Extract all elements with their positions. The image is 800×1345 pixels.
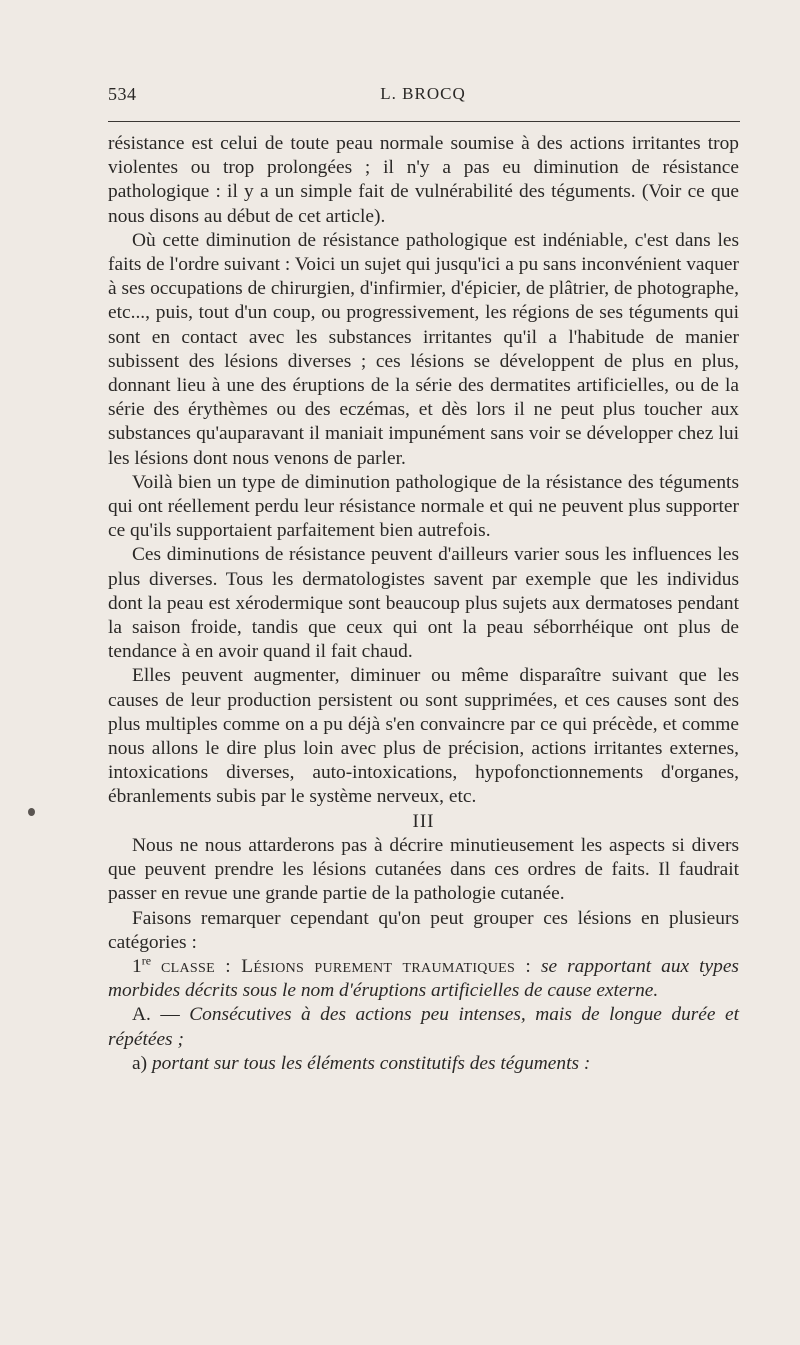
paragraph-3: Voilà bien un type de diminution pathologique de la résistance des téguments qui ont réellement perdu leur résistance normale et qui ne peuvent plus supporter ce qu'ils supportaient parfaitement bien autrefois. — [108, 471, 739, 542]
class-superscript: re — [141, 953, 152, 968]
paragraph-4: Ces diminutions de résistance peuvent d'ailleurs varier sous les influences les plus diverses. Tous les dermatologistes savent par exemple que les individus dont la peau est xérodermique sont beaucoup plus sujets aux dermatoses pendant la saison froide, tandis que ceux qui ont la peau séborrhéique ont plus de tendance à en avoir quand il fait chaud. — [108, 544, 739, 663]
paragraph-7: Faisons remarquer cependant qu'on peut grouper ces lésions en plusieurs catégories : — [108, 907, 739, 953]
class-entry — [108, 955, 739, 1003]
class-description: se rapportant aux types morbides décrits sous le nom d'éruptions artificielles de cause externe. — [108, 955, 739, 1002]
paragraph-6: Nous ne nous attarderons pas à décrire minutieusement les aspects si divers que peuvent prendre les lésions cutanées dans ces ordres de faits. Il faudrait passer en revue une grande partie de la pathologie cutanée. — [108, 834, 739, 905]
paragraph-5: Elles peuvent augmenter, diminuer ou même disparaître suivant que les causes de leur production persistent ou sont supprimées, et ces causes sont des plus multiples comme on a pu déjà s'en convaincre par ce qui précède, et comme nous allons le dire plus loin avec plus de précision, actions irritantes externes, intoxications diverses, auto-intoxications, hypofonctionnements d'organes, ébranlements subis par le système nerveux, etc. — [108, 665, 739, 808]
running-head: L. BROCQ — [380, 84, 466, 103]
paragraph-1: résistance est celui de toute peau normale soumise à des actions irritantes trop violentes ou trop prolongées ; il n'y a pas eu diminution de résistance pathologique : il y a un simple fait de vulnérabilité des téguments. (Voir ce que nous disons au début de cet article). — [108, 133, 739, 227]
class-number: 1 — [132, 955, 142, 977]
header-rule — [108, 121, 740, 122]
page-number: 534 — [108, 84, 137, 104]
subsection-a-sub-label: a) — [132, 1052, 148, 1074]
subsection-a-label: A. — — [132, 1004, 180, 1026]
class-label: classe : Lésions purement traumatiques : — [161, 955, 532, 977]
subsection-a-sub-description: portant sur tous les éléments constitutifs des téguments : — [151, 1052, 591, 1074]
ink-speck — [28, 808, 35, 816]
body-text — [108, 132, 739, 1076]
subsection-a-description: Consécutives à des actions peu intenses, mais de longue durée et répétées ; — [108, 1004, 739, 1050]
section-heading: III — [412, 810, 435, 832]
page-header — [108, 84, 738, 112]
paragraph-2: Où cette diminution de résistance pathologique est indéniable, c'est dans les faits de l'ordre suivant : Voici un sujet qui jusqu'ici a pu sans inconvénient vaquer à ses occupations de chirurgien, d'infirmier, d'épicier, de plâtrier, de photographe, etc..., puis, tout d'un coup, ou progressivement, les régions de ses téguments qui sont en contact avec les substances irritantes qu'il a l'habitude de manier subissent des lésions diverses ; ces lésions se développent de plus en plus, donnant lieu à une des éruptions de la série des dermatites artificielles, ou de la série des érythèmes ou des eczémas, et dès lors il ne peut plus toucher aux substances qu'auparavant il maniait impunément sans voir se développer chez lui les lésions dont nous venons de parler. — [108, 229, 739, 469]
subsection-a — [108, 1003, 739, 1051]
subsection-a-sub — [108, 1052, 739, 1076]
